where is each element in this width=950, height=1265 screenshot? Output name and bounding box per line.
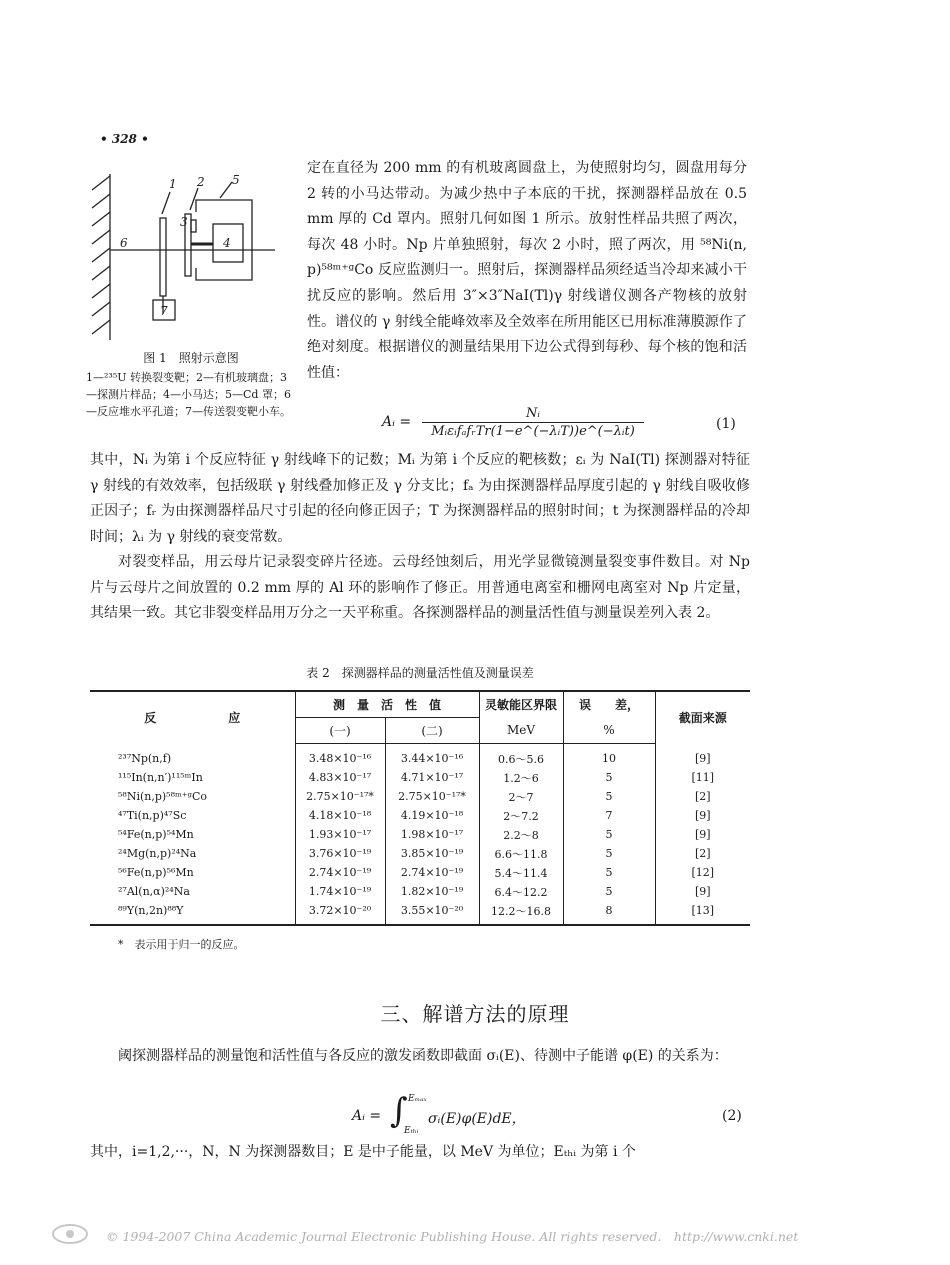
cell-source: [9] bbox=[655, 825, 750, 844]
equation-1-lhs: Aᵢ = bbox=[382, 414, 412, 430]
header-threshold: 灵敏能区界限 bbox=[479, 691, 563, 718]
equation-1-fraction bbox=[422, 406, 644, 441]
cell-activity-1: 1.93×10⁻¹⁷ bbox=[295, 825, 385, 844]
cell-error: 10 bbox=[563, 744, 655, 769]
table-row bbox=[90, 901, 750, 925]
header-error: 误 差， bbox=[563, 691, 655, 718]
header-run-2: (二) bbox=[385, 718, 479, 744]
cell-reaction: ¹¹⁵In(n,n′)¹¹⁵ᵐIn bbox=[118, 771, 203, 784]
header-reaction: 反 应 bbox=[90, 691, 295, 744]
equation-2-integrand: σᵢ(E)φ(E)dE， bbox=[428, 1111, 526, 1127]
cell-range: 2～7.2 bbox=[479, 806, 563, 825]
cell-error: 8 bbox=[563, 901, 655, 925]
table-row bbox=[90, 744, 750, 769]
figure-title: 图 1 照射示意图 bbox=[143, 351, 239, 365]
label-6: 6 bbox=[120, 236, 128, 250]
cell-range: 2.2～8 bbox=[479, 825, 563, 844]
cell-activity-2: 3.44×10⁻¹⁶ bbox=[385, 744, 479, 769]
figure-legend: 1—²³⁵U 转换裂变靶；2—有机玻璃盘；3—探测片样品；4—小马达；5—Cd 罩；6—反应堆水平孔道；7—传送裂变靶小车。 bbox=[86, 371, 291, 418]
cell-reaction: ²⁴Mg(n,p)²⁴Na bbox=[118, 847, 197, 860]
cell-reaction: ²⁷Al(n,α)²⁴Na bbox=[118, 885, 190, 898]
copyright-notice: © 1994-2007 China Academic Journal Electronic Publishing House. All rights reserved. http://www.cnki.net bbox=[106, 1229, 799, 1244]
cell-reaction: ⁵⁶Fe(n,p)⁵⁶Mn bbox=[118, 866, 194, 879]
equation-2-lhs: Aᵢ = bbox=[352, 1108, 382, 1124]
cell-activity-2: 4.19×10⁻¹⁸ bbox=[385, 806, 479, 825]
cell-activity-2: 4.71×10⁻¹⁷ bbox=[385, 768, 479, 787]
equation-1-denominator: MᵢεᵢfₐfᵣTr(1−e^(−λᵢT))e^(−λᵢt) bbox=[431, 424, 635, 439]
header-activity: 测 量 活 性 值 bbox=[295, 691, 479, 718]
cell-activity-1: 4.18×10⁻¹⁸ bbox=[295, 806, 385, 825]
cell-reaction: ⁴⁷Ti(n,p)⁴⁷Sc bbox=[118, 809, 187, 822]
table-row bbox=[90, 768, 750, 787]
cell-range: 1.2～6 bbox=[479, 768, 563, 787]
cell-range: 6.6～11.8 bbox=[479, 844, 563, 863]
equation-2-number: (2) bbox=[722, 1108, 742, 1124]
detector-sample bbox=[191, 220, 196, 232]
cell-error: 5 bbox=[563, 844, 655, 863]
paragraph-fission: 对裂变样品，用云母片记录裂变碎片径迹。云母经蚀刻后，用光学显微镜测量裂变事件数目。对 Np 片与云母片之间放置的 0.2 mm 厚的 Al 环的影响作了修正。用普通电离室和栅网电离室对 Np 片定量，其结果一致。其它非裂变样品用万分之一天平称重。各探测器样品的测量活性值与测量误差列入表 2。 bbox=[90, 554, 750, 622]
paragraph-symbols: 其中，Nᵢ 为第 i 个反应特征 γ 射线峰下的记数；Mᵢ 为第 i 个反应的靶核数；εᵢ 为 NaI(Tl) 探测器对特征 γ 射线的有效效率，包括级联 γ 射线叠加修正及 γ 分支比；fₐ 为由探测器样品厚度引起的 γ 射线自吸收修正因子；fᵣ 为由探测器样品尺寸引起的径向修正因子；T 为探测器样品的照射时间；t 为探测器样品的冷却时间；λᵢ 为 γ 射线的衰变常数。 bbox=[90, 452, 750, 545]
cell-error: 5 bbox=[563, 787, 655, 806]
paragraph-last: 其中，i=1,2,···，N，N 为探测器数目；E 是中子能量，以 MeV 为单位；Eₜₕᵢ 为第 i 个 bbox=[90, 1144, 636, 1160]
cell-error: 5 bbox=[563, 825, 655, 844]
header-threshold-unit: MeV bbox=[479, 718, 563, 744]
cell-reaction: ⁵⁴Fe(n,p)⁵⁴Mn bbox=[118, 828, 194, 841]
cell-source: [9] bbox=[655, 882, 750, 901]
table-row bbox=[90, 806, 750, 825]
table-row bbox=[90, 844, 750, 863]
cell-activity-2: 1.98×10⁻¹⁷ bbox=[385, 825, 479, 844]
cell-activity-2: 3.85×10⁻¹⁹ bbox=[385, 844, 479, 863]
table-row bbox=[90, 825, 750, 844]
cell-source: [13] bbox=[655, 901, 750, 925]
table-caption: 表 2 探测器样品的测量活性值及测量误差 bbox=[306, 666, 534, 680]
irradiation-diagram bbox=[90, 172, 275, 347]
label-7: 7 bbox=[160, 304, 168, 318]
cell-activity-1: 2.74×10⁻¹⁹ bbox=[295, 863, 385, 882]
label-2: 2 bbox=[197, 175, 205, 189]
section-title: 三、解谱方法的原理 bbox=[380, 1002, 570, 1026]
label-4: 4 bbox=[223, 236, 231, 250]
cell-source: [11] bbox=[655, 768, 750, 787]
cell-error: 5 bbox=[563, 768, 655, 787]
equation-1-numerator: Nᵢ bbox=[422, 406, 644, 423]
cell-activity-1: 3.76×10⁻¹⁹ bbox=[295, 844, 385, 863]
integral-sign-icon: ∫ bbox=[390, 1091, 408, 1131]
cell-activity-1: 3.72×10⁻²⁰ bbox=[295, 901, 385, 925]
cell-error: 5 bbox=[563, 882, 655, 901]
cell-range: 5.4～11.4 bbox=[479, 863, 563, 882]
cell-source: [9] bbox=[655, 744, 750, 769]
label-1: 1 bbox=[169, 177, 177, 191]
paragraph-unfolding: 阈探测器样品的测量饱和活性值与各反应的激发函数即截面 σᵢ(E)、待测中子能谱 φ(E) 的关系为： bbox=[118, 1048, 728, 1064]
table-footnote: * 表示用于归一的反应。 bbox=[118, 938, 245, 951]
label-3: 3 bbox=[180, 215, 188, 229]
cell-activity-2: 2.74×10⁻¹⁹ bbox=[385, 863, 479, 882]
cell-range: 2～7 bbox=[479, 787, 563, 806]
cell-error: 7 bbox=[563, 806, 655, 825]
cell-activity-1: 1.74×10⁻¹⁹ bbox=[295, 882, 385, 901]
cell-reaction: ⁵⁸Ni(n,p)⁵⁸ᵐ⁺ᵍCo bbox=[118, 790, 207, 803]
page-footer bbox=[50, 1222, 930, 1248]
table-row bbox=[90, 863, 750, 882]
cell-activity-1: 3.48×10⁻¹⁶ bbox=[295, 744, 385, 769]
equation-2-lower-limit: Eₜₕᵢ bbox=[404, 1126, 419, 1136]
cell-activity-2: 1.82×10⁻¹⁹ bbox=[385, 882, 479, 901]
cell-activity-1: 2.75×10⁻¹⁷* bbox=[295, 787, 385, 806]
header-source: 截面来源 bbox=[655, 691, 750, 744]
label-5: 5 bbox=[232, 173, 240, 187]
right-column-text: 定在直径为 200 mm 的有机玻离圆盘上，为使照射均匀，圆盘用每分 2 转的小马达带动。为减少热中子本底的干扰，探测器样品放在 0.5 mm 厚的 Cd 罩内。照射几何如图 1 所示。放射性样品共照了两次，每次 48 小时。Np 片单独照射，每次 2 小时，照了两次，用 ⁵⁸Ni(n, p)⁵⁸ᵐ⁺ᵍCo 反应监测归一。照射后，探测器样品须经适当冷却来减小干扰反应的影响。然后用 3″×3″NaI(Tl)γ 射线谱仪测各产物核的放射性。谱仪的 γ 射线全能峰效率及全效率在所用能区已用标准薄膜源作了绝对刻度。根据谱仪的测量结果用下边公式得到每秒、每个核的饱和活性值： bbox=[307, 160, 747, 381]
header-error-unit: % bbox=[563, 718, 655, 744]
cell-activity-2: 3.55×10⁻²⁰ bbox=[385, 901, 479, 925]
cell-error: 5 bbox=[563, 863, 655, 882]
cell-range: 6.4～12.2 bbox=[479, 882, 563, 901]
cnki-logo-icon bbox=[50, 1222, 90, 1246]
activity-table bbox=[90, 690, 750, 926]
fission-target-plate bbox=[160, 218, 166, 296]
table-row bbox=[90, 787, 750, 806]
cell-activity-1: 4.83×10⁻¹⁷ bbox=[295, 768, 385, 787]
cell-activity-2: 2.75×10⁻¹⁷* bbox=[385, 787, 479, 806]
cell-range: 12.2～16.8 bbox=[479, 901, 563, 925]
cell-range: 0.6～5.6 bbox=[479, 744, 563, 769]
cell-reaction: ⁸⁹Y(n,2n)⁸⁸Y bbox=[90, 901, 295, 925]
equation-1-number: (1) bbox=[716, 416, 736, 432]
cell-source: [12] bbox=[655, 863, 750, 882]
equation-2-upper-limit: Eₘₐₓ bbox=[408, 1094, 427, 1104]
cell-reaction: ²³⁷Np(n,f) bbox=[118, 751, 172, 765]
figure-caption bbox=[86, 350, 296, 420]
cell-source: [2] bbox=[655, 787, 750, 806]
header-run-1: (一) bbox=[295, 718, 385, 744]
cell-source: [9] bbox=[655, 806, 750, 825]
table-row bbox=[90, 882, 750, 901]
page-number: • 328 • bbox=[100, 132, 149, 146]
cell-source: [2] bbox=[655, 844, 750, 863]
